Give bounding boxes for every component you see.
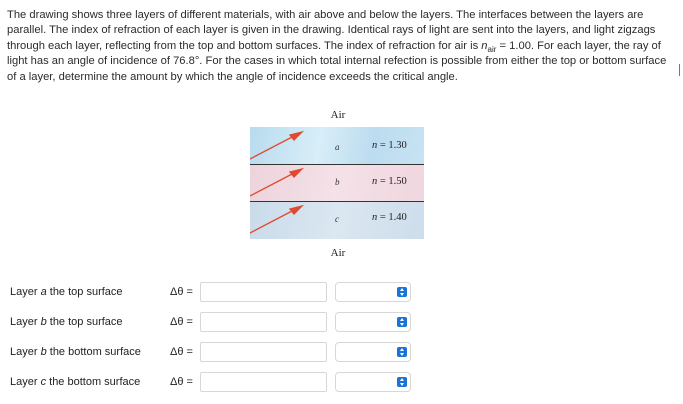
ray-b-arrowhead (290, 169, 302, 177)
row-layer-letter: b (40, 316, 47, 328)
ray-c (250, 210, 294, 233)
layers-diagram (250, 105, 425, 265)
row-label (10, 346, 141, 358)
layer-a-letter: a (335, 142, 340, 152)
problem-text-before: The drawing shows three layers of different materials, with air above and below the layers. The interfaces between the layers are parallel. The index of refraction of each layer is given in the drawing. Identical rays of light are sent into the layers, and light zigzags through each layer, reflecting from the top and bottom surfaces. The index of refraction for air is (7, 9, 656, 52)
ray-a (250, 136, 294, 159)
answer-row-layer-c-bottom (0, 372, 683, 394)
delta-theta-label: Δθ = (170, 316, 193, 328)
row-label (10, 376, 140, 388)
layer-b-n-symbol: n (372, 176, 378, 187)
delta-theta-label: Δθ = (170, 376, 193, 388)
row-layer-letter: a (40, 286, 47, 298)
answer-row-layer-b-bottom (0, 342, 683, 364)
unit-select[interactable] (335, 312, 411, 332)
answer-row-layer-a-top (0, 282, 683, 304)
air-top-label: Air (330, 109, 346, 121)
answer-input[interactable] (200, 312, 327, 332)
row-label-prefix: Layer (10, 316, 41, 328)
layer-a-n-value: = 1.30 (377, 140, 407, 151)
row-label-suffix: the top surface (46, 286, 123, 298)
row-layer-letter: c (40, 376, 47, 388)
layer-c-n-symbol: n (372, 212, 378, 223)
delta-theta-label: Δθ = (170, 286, 193, 298)
delta-theta-label: Δθ = (170, 346, 193, 358)
unit-select[interactable] (335, 282, 411, 302)
answer-row-layer-b-top (0, 312, 683, 334)
layer-a-n-symbol: n (372, 140, 378, 151)
air-bottom-label: Air (330, 247, 346, 259)
row-label-prefix: Layer (10, 376, 41, 388)
unit-select[interactable] (335, 342, 411, 362)
row-label-suffix: the bottom surface (46, 346, 141, 358)
answer-input[interactable] (200, 282, 327, 302)
answer-input[interactable] (200, 372, 327, 392)
row-label-prefix: Layer (10, 286, 41, 298)
ray-c-arrowhead (290, 206, 302, 214)
n-symbol: n (481, 39, 488, 52)
row-label-suffix: the bottom surface (46, 376, 141, 388)
row-label-prefix: Layer (10, 346, 41, 358)
layer-c-n-value: = 1.40 (377, 212, 407, 223)
select-arrows-icon (397, 317, 407, 327)
unit-select[interactable] (335, 372, 411, 392)
select-arrows-icon (397, 347, 407, 357)
row-layer-letter: b (40, 346, 47, 358)
layer-b-n-value: = 1.50 (377, 176, 407, 187)
scroll-edge-marker (679, 64, 680, 76)
row-label-suffix: the top surface (46, 316, 123, 328)
select-arrows-icon (397, 377, 407, 387)
ray-a-arrowhead (290, 132, 302, 140)
row-label (10, 316, 123, 328)
row-label (10, 286, 123, 298)
ray-b (250, 173, 294, 196)
layer-c-letter: c (335, 214, 339, 224)
layer-b-letter: b (335, 177, 340, 187)
n-subscript: air (487, 45, 497, 55)
light-rays (250, 105, 425, 265)
problem-text-after: = 1.00. For each layer, the ray of light has an angle of incidence of 76.8°. For the cases in which total internal refection is possible from either the top or bottom surface of a layer, determine the amount by which the angle of incidence exceeds the critical angle. (7, 39, 667, 83)
answer-input[interactable] (200, 342, 327, 362)
problem-statement (7, 8, 675, 85)
select-arrows-icon (397, 287, 407, 297)
